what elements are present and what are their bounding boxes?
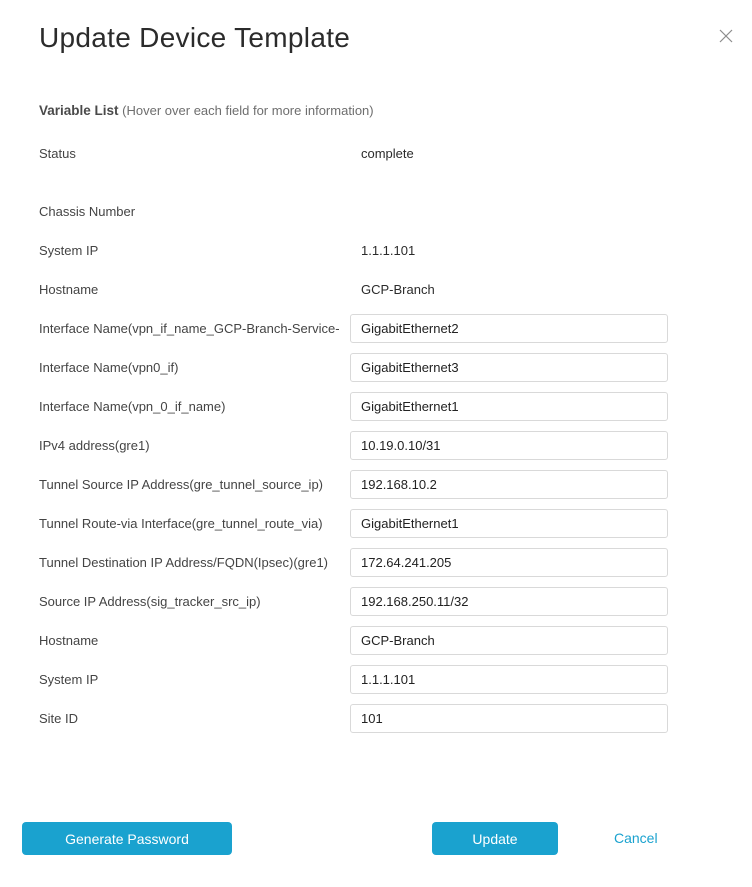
- variable-row-label: Tunnel Destination IP Address/FQDN(Ipsec)(gre1): [39, 555, 329, 570]
- dialog-footer: [0, 822, 752, 855]
- variable-row-label: Interface Name(vpn0_if): [39, 360, 179, 375]
- generate-password-button[interactable]: Generate Password: [22, 822, 232, 855]
- variable-row: [39, 587, 752, 616]
- variable-row: [39, 139, 752, 168]
- variable-row: [39, 197, 752, 226]
- close-icon: [719, 29, 733, 43]
- close-button[interactable]: [718, 28, 734, 44]
- variable-row: [39, 665, 752, 694]
- variable-row: [39, 509, 752, 538]
- variable-row-label: System IP: [39, 243, 99, 258]
- variable-row: [39, 626, 752, 655]
- variable-row-label: Tunnel Source IP Address(gre_tunnel_source_ip): [39, 477, 324, 492]
- dialog-title: Update Device Template: [39, 22, 351, 53]
- variable-row-label: Interface Name(vpn_0_if_name): [39, 399, 226, 414]
- variable-row-label: Status: [39, 146, 76, 161]
- variable-row-input[interactable]: [350, 626, 668, 655]
- update-button[interactable]: Update: [432, 822, 558, 855]
- variable-row-input[interactable]: [350, 665, 668, 694]
- cancel-link[interactable]: Cancel: [614, 822, 658, 855]
- variable-row-input[interactable]: [350, 470, 668, 499]
- variable-row-label: Tunnel Route-via Interface(gre_tunnel_route_via): [39, 516, 323, 531]
- variable-row-value: 1.1.1.101: [361, 243, 416, 258]
- variable-row-input[interactable]: [350, 509, 668, 538]
- variable-row-input[interactable]: [350, 704, 668, 733]
- variable-row-label: Interface Name(vpn_if_name_GCP-Branch-Service-: [39, 321, 340, 336]
- variable-row: [39, 353, 752, 382]
- variable-row: [39, 236, 752, 265]
- variable-row-label: Source IP Address(sig_tracker_src_ip): [39, 594, 261, 609]
- variable-row-label: Hostname: [39, 282, 99, 297]
- variable-row: [39, 548, 752, 577]
- variable-row: [39, 431, 752, 460]
- variable-row: [39, 704, 752, 733]
- variable-row-value: complete: [361, 146, 414, 161]
- variable-row-label: IPv4 address(gre1): [39, 438, 150, 453]
- variable-row-input[interactable]: [350, 587, 668, 616]
- variable-row-input[interactable]: [350, 548, 668, 577]
- variable-row-label: Hostname: [39, 633, 99, 648]
- variable-row: [39, 470, 752, 499]
- variable-list-heading-label: Variable List: [39, 103, 119, 118]
- variable-row-label: Site ID: [39, 711, 79, 726]
- variable-row: [39, 314, 752, 343]
- variable-row-input[interactable]: [350, 314, 668, 343]
- variable-row-input[interactable]: [350, 431, 668, 460]
- variable-row-input[interactable]: [350, 353, 668, 382]
- variable-row-label: Chassis Number: [39, 204, 136, 219]
- variable-list-heading-hint: (Hover over each field for more information): [122, 103, 374, 118]
- variable-row: [39, 392, 752, 421]
- variable-list: [39, 139, 752, 733]
- variable-row-label: System IP: [39, 672, 99, 687]
- variable-row-value: GCP-Branch: [361, 282, 435, 297]
- variable-row: [39, 275, 752, 304]
- variable-row-input[interactable]: [350, 392, 668, 421]
- variable-list-heading: [39, 103, 752, 118]
